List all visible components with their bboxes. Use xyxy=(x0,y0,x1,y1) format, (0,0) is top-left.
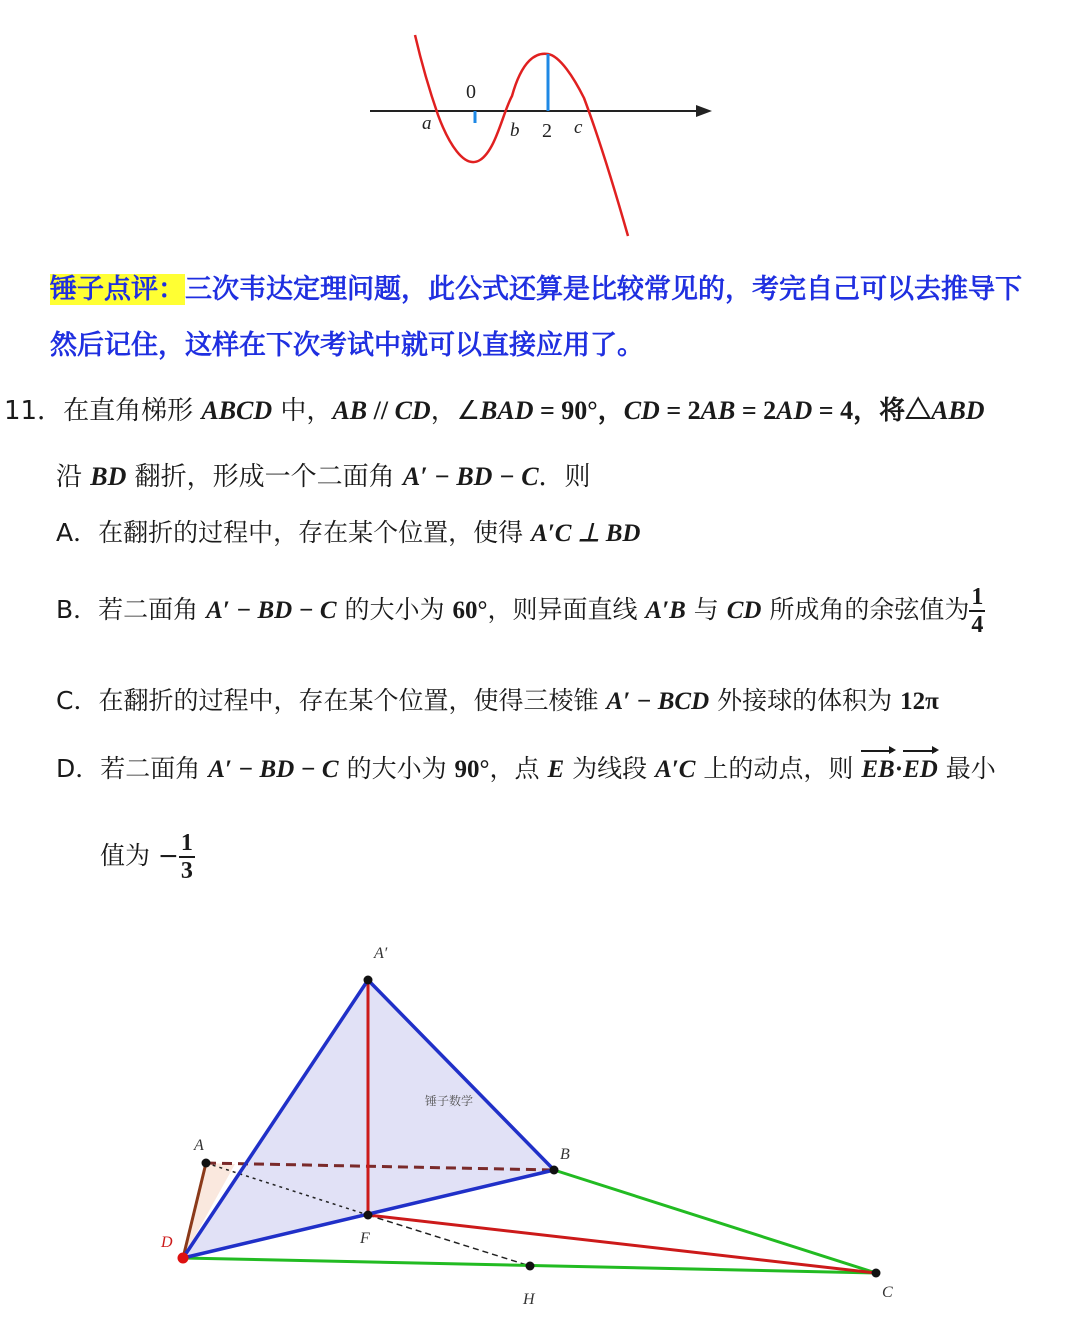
option-text: 最小 xyxy=(937,754,996,783)
comment-text-1: 三次韦达定理问题，此公式还算是比较常见的，考完自己可以去推导下 xyxy=(185,274,1022,305)
label-f: F xyxy=(360,1230,370,1247)
option-text: 外接球的体积为 xyxy=(709,686,901,715)
stem-math: ABCD xyxy=(201,396,273,425)
question-stem-line-2 xyxy=(56,460,591,494)
stem-math: CD xyxy=(623,396,660,425)
dashed-fh xyxy=(368,1215,530,1266)
label-a: A xyxy=(194,1137,204,1154)
option-math: E xyxy=(547,756,565,783)
label-c: c xyxy=(574,117,583,138)
point-d xyxy=(178,1253,189,1264)
stem-math: BD xyxy=(90,462,127,491)
option-math: A′ − BD − C xyxy=(208,756,339,783)
option-d-line-2 xyxy=(100,830,195,884)
comment-line-1 xyxy=(50,270,1022,310)
option-text: 值为 − xyxy=(100,841,179,870)
label-0: 0 xyxy=(466,81,476,103)
comment-line-2 xyxy=(50,326,644,366)
point-b xyxy=(550,1166,559,1175)
fraction-denominator: 4 xyxy=(971,612,984,638)
option-a xyxy=(56,516,640,551)
dot-operator: · xyxy=(894,756,904,783)
option-b xyxy=(56,584,985,638)
label-b: b xyxy=(510,120,520,141)
point-h xyxy=(526,1262,535,1271)
stem-math: = 90°， xyxy=(533,396,624,425)
option-text: C．在翻折的过程中，存在某个位置，使得三棱锥 xyxy=(56,686,607,715)
option-math: A′ − BCD xyxy=(606,688,710,715)
option-math: A′C xyxy=(655,756,696,783)
stem-math: CD xyxy=(394,396,431,425)
option-text: ，点 xyxy=(489,754,548,783)
cubic-curve xyxy=(415,35,628,236)
cubic-graph xyxy=(360,30,720,245)
stem-math: = 4，将△ xyxy=(812,396,932,425)
point-c xyxy=(872,1269,881,1278)
fraction-d xyxy=(179,830,195,884)
point-ap xyxy=(364,976,373,985)
fraction-denominator: 3 xyxy=(180,858,193,884)
option-math: A′B xyxy=(645,597,686,624)
stem-math: AB xyxy=(332,396,368,425)
question-number: 11． xyxy=(4,396,64,426)
comment-label: 锤子点评： xyxy=(50,274,185,305)
vector-ed: ED xyxy=(903,753,938,787)
stem-math: AD xyxy=(776,396,813,425)
label-ap: A′ xyxy=(374,945,388,962)
option-text: 的大小为 xyxy=(336,595,453,624)
stem-text: 翻折，形成一个二面角 xyxy=(126,462,403,492)
edge-bc xyxy=(554,1170,876,1273)
option-text: 与 xyxy=(685,595,727,624)
label-a: a xyxy=(422,113,432,134)
stem-text: ，∠ xyxy=(430,396,481,426)
option-text: 的大小为 xyxy=(338,754,455,783)
option-math: 12π xyxy=(900,688,939,715)
stem-math: ABD xyxy=(931,396,985,425)
label-h: H xyxy=(523,1291,535,1308)
option-d xyxy=(56,752,996,787)
stem-math: BAD xyxy=(480,396,534,425)
point-f xyxy=(364,1211,373,1220)
option-c xyxy=(56,684,939,719)
option-text: B．若二面角 xyxy=(56,595,207,624)
x-axis-arrow-icon xyxy=(696,105,712,117)
option-text: 为线段 xyxy=(564,754,656,783)
fraction-numerator: 1 xyxy=(180,830,193,856)
label-b: B xyxy=(560,1146,570,1163)
label-d: D xyxy=(161,1234,173,1251)
option-text: ，则异面直线 xyxy=(487,595,646,624)
question-stem-line-1 xyxy=(4,394,985,428)
fraction-numerator: 1 xyxy=(971,584,984,610)
label-c: C xyxy=(882,1284,893,1301)
option-text: A．在翻折的过程中，存在某个位置，使得 xyxy=(56,518,532,547)
option-text: 上的动点，则 xyxy=(695,754,862,783)
stem-math: = 2 xyxy=(659,396,701,425)
option-math: A′ − BD − C xyxy=(206,597,337,624)
label-2: 2 xyxy=(542,120,552,142)
point-a xyxy=(202,1159,211,1168)
option-math: 60° xyxy=(452,597,488,624)
watermark: 锤子数学 xyxy=(425,1094,474,1108)
stem-text: ．则 xyxy=(538,462,591,492)
option-math: CD xyxy=(726,597,762,624)
vector-eb: EB xyxy=(861,753,894,787)
option-math: 90° xyxy=(454,756,490,783)
option-text: D．若二面角 xyxy=(56,754,209,783)
stem-text: 中， xyxy=(272,396,333,426)
stem-math: = 2 xyxy=(735,396,777,425)
option-text: 所成角的余弦值为 xyxy=(761,595,970,624)
stem-math: A′ − BD − C xyxy=(402,462,539,491)
stem-math: AB xyxy=(700,396,736,425)
fraction-b xyxy=(969,584,985,638)
comment-text-2: 然后记住，这样在下次考试中就可以直接应用了。 xyxy=(50,330,644,361)
stem-math: // xyxy=(367,396,395,425)
folding-figure xyxy=(0,930,1080,1320)
option-math: A′C ⊥ BD xyxy=(531,520,641,547)
stem-text: 在直角梯形 xyxy=(63,396,202,426)
stem-text: 沿 xyxy=(56,462,91,492)
